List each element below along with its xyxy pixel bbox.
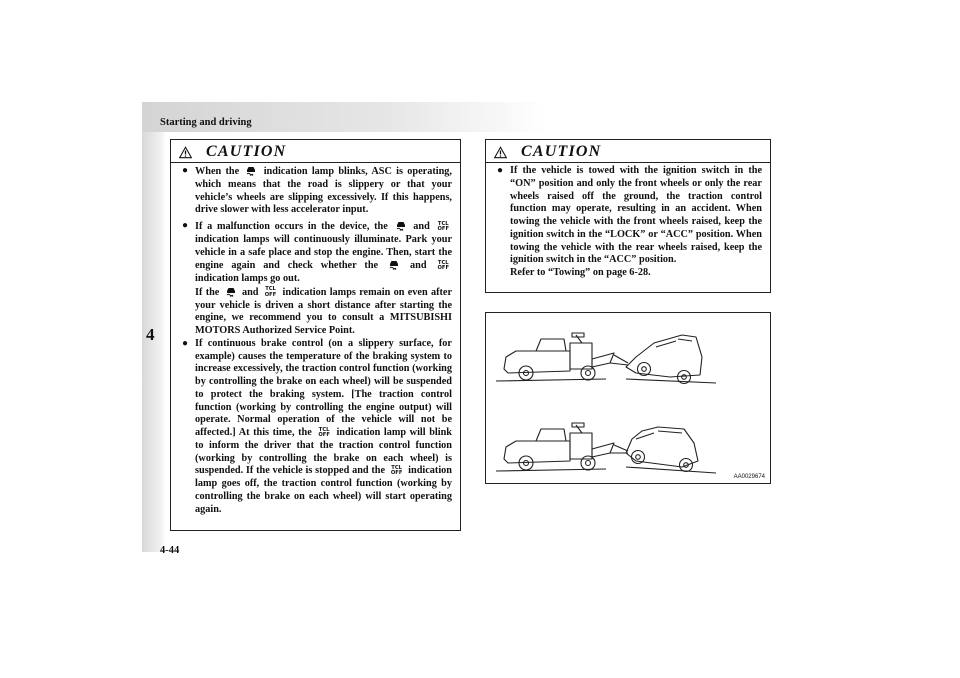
warning-triangle-icon (179, 146, 192, 159)
tcl-off-icon: TCL OFF (437, 259, 449, 272)
caution-bullet: ● If continuous brake control (on a slippery surface, for example) causes the temperature of the braking system to increase excessively, the traction control function (working by controlling the brake on each wheel) will be suspended to protect the braking system. [The traction control function (working by controlling the engine output) will operate. Normal operation of the vehicle will not be affected.] At this time, the TCL OFF indication lamp will blink to inform the driver that the traction control function (working by controlling the brake on each wheel) is suspended. If the vehicle is stopped and the TCL OFF indication lamp goes off, the traction control function (working by controlling the brake on each wheel) will start operating again. (182, 337, 453, 515)
caution-divider (486, 162, 770, 163)
page-reference: Refer to “Towing” on page 6-28. (510, 267, 651, 278)
caution-bullet: ● If the vehicle is towed with the ignition switch in the “ON” position and only the front wheels or only the rear wheels raised off the ground, the traction control function may operate, resulting in an accident. When towing the vehicle with the front wheels raised, keep the ignition switch in the “LOCK” or “ACC” position. When towing the vehicle with the rear wheels raised, keep the ignition switch in the “ACC” position. (497, 165, 762, 266)
chapter-number: 4 (146, 325, 155, 344)
caution-box-right (485, 139, 771, 293)
caution-body (181, 165, 452, 516)
section-title: Starting and driving (160, 117, 252, 128)
skid-car-icon (388, 259, 400, 270)
towing-illustration (485, 312, 771, 484)
skid-car-icon (395, 220, 407, 231)
caution-bullet: ● When the indication lamp blinks, ASC is operating, which means that the road is slippery or that your vehicle’s wheels are slipping excessively. If this happens, drive slower with less accelerator input. (182, 165, 452, 216)
warning-triangle-icon (494, 146, 507, 159)
page-number: 4-44 (160, 545, 180, 556)
tow-scene-bottom (496, 423, 716, 473)
bullet-text: If the and TCL OFF indication lamps remain on even after your vehicle is driven a short distance after starting the engine, we recommend you to consult a MITSUBISHI MOTORS Authorized Service Point. (195, 286, 452, 336)
caution-header (179, 142, 286, 162)
caution-label: CAUTION (521, 143, 602, 160)
bullet-text: If the vehicle is towed with the ignition switch in the “ON” position and only the front wheels or only the rear wheels raised off the ground, the traction control function may operate, resulting in an accident. When towing the vehicle with the front wheels raised, keep the ignition switch in the “LOCK” or “ACC” position. When towing the vehicle with the rear wheels raised, keep the ignition switch in the “ACC” position. (510, 165, 762, 266)
bullet-text: If continuous brake control (on a slippery surface, for example) causes the temperature of the braking system to increase excessively, the traction control function (working by controlling the brake on each wheel) will be suspended to protect the braking system. [The traction control function (working by controlling the engine output) will operate. Normal operation of the vehicle will not be affected.] At this time, the TCL OFF indication lamp will blink to inform the driver that the traction control function (working by controlling the brake on each wheel) is suspended. If the vehicle is stopped and the TCL OFF indication lamp goes off, the traction control function (working by controlling the brake on each wheel) will start operating again. (195, 337, 453, 515)
tcl-off-icon: TCL OFF (318, 426, 330, 438)
bullet-continuation (181, 286, 452, 338)
tow-truck-illustration (486, 313, 770, 483)
skid-car-icon (245, 165, 257, 176)
tcl-off-icon: TCL OFF (264, 286, 277, 298)
caution-divider (171, 162, 460, 163)
tow-scene-top (496, 333, 716, 384)
figure-id: AA0029674 (733, 474, 765, 480)
caution-box-left (170, 139, 461, 531)
bullet-text: When the indication lamp blinks, ASC is operating, which means that the road is slippery or that your vehicle’s wheels are slipping excessively. If this happens, drive slower with less accelerator input. (195, 166, 452, 216)
caution-header (494, 142, 601, 162)
skid-car-icon (225, 286, 237, 297)
tcl-off-icon: TCL OFF (437, 220, 449, 232)
tcl-off-icon: TCL OFF (390, 464, 403, 477)
caution-label: CAUTION (206, 143, 287, 160)
bullet-text: If a malfunction occurs in the device, the and TCL OFF indication lamps will continuously illuminate. Park your vehicle in a safe place and stop the engine. Then, start the engine again and check whether the and TCL OFF indication lamps go out. (195, 220, 452, 284)
caution-bullet: ● If a malfunction occurs in the device, the and TCL OFF indication lamps will continuously illuminate. Park your vehicle in a safe place and stop the engine. Then, start the engine again and check whether the and TCL OFF indication lamps go out. (182, 220, 452, 284)
caution-body (496, 165, 762, 280)
